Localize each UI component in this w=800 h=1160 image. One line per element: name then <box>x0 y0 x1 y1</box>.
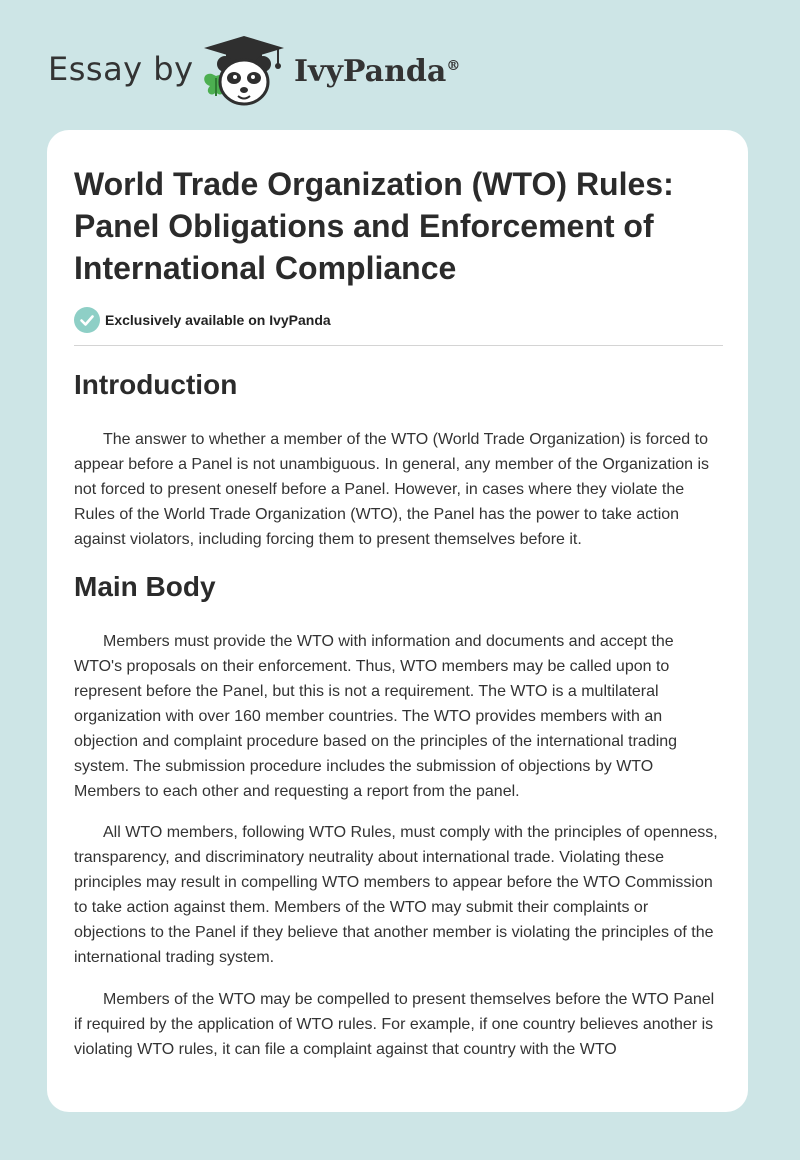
section-heading-introduction: Introduction <box>74 369 238 400</box>
brand-name[interactable]: IvyPanda® <box>294 54 461 89</box>
paragraph: Members of the WTO may be compelled to present themselves before the WTO Panel if required by the application of WTO rules. For example, if one country believes another is violating WTO rules, it can file a complaint against that country with the WTO <box>74 991 715 1058</box>
paragraph: All WTO members, following WTO Rules, must comply with the principles of openness, transparency, and discriminatory neutrality about international trade. Violating these principles may result in compelling WTO members to appear before the WTO Commission to take action against them. Members of the WTO may submit their complaints or objections to the Panel if they believe that another member is violating the principles of the international trading system. <box>74 824 718 966</box>
check-circle-icon <box>74 307 100 333</box>
essay-by-label: Essay by <box>48 50 194 88</box>
exclusive-badge <box>74 307 331 333</box>
page-title: World Trade Organization (WTO) Rules: Panel Obligations and Enforcement of International Compliance <box>74 166 674 286</box>
panda-face-icon <box>217 56 271 104</box>
exclusive-badge-label: Exclusively available on IvyPanda <box>105 312 331 328</box>
paragraph: Members must provide the WTO with information and documents and accept the WTO's proposals on their enforcement. Thus, WTO members may be called upon to represent before the Panel, but this is not a requirement. The WTO is a multilateral organization with over 160 member countries. The WTO provides members with an objection and complaint procedure based on the principles of the international trading system. The submission procedure includes the submission of objections by WTO Members to each other and requesting a report from the panel. <box>74 633 678 800</box>
ivypanda-logo-icon[interactable] <box>198 30 290 110</box>
site-header <box>48 30 748 110</box>
divider <box>74 345 723 346</box>
section-heading-main-body: Main Body <box>74 571 216 602</box>
paragraph: The answer to whether a member of the WTO (World Trade Organization) is forced to appear before a Panel is not unambiguous. In general, any member of the Organization is not forced to present oneself before a Panel. However, in cases where they violate the Rules of the World Trade Organization (WTO), the Panel has the power to take action against violators, including forcing them to present themselves before it. <box>74 431 710 548</box>
essay-card <box>47 130 748 1112</box>
